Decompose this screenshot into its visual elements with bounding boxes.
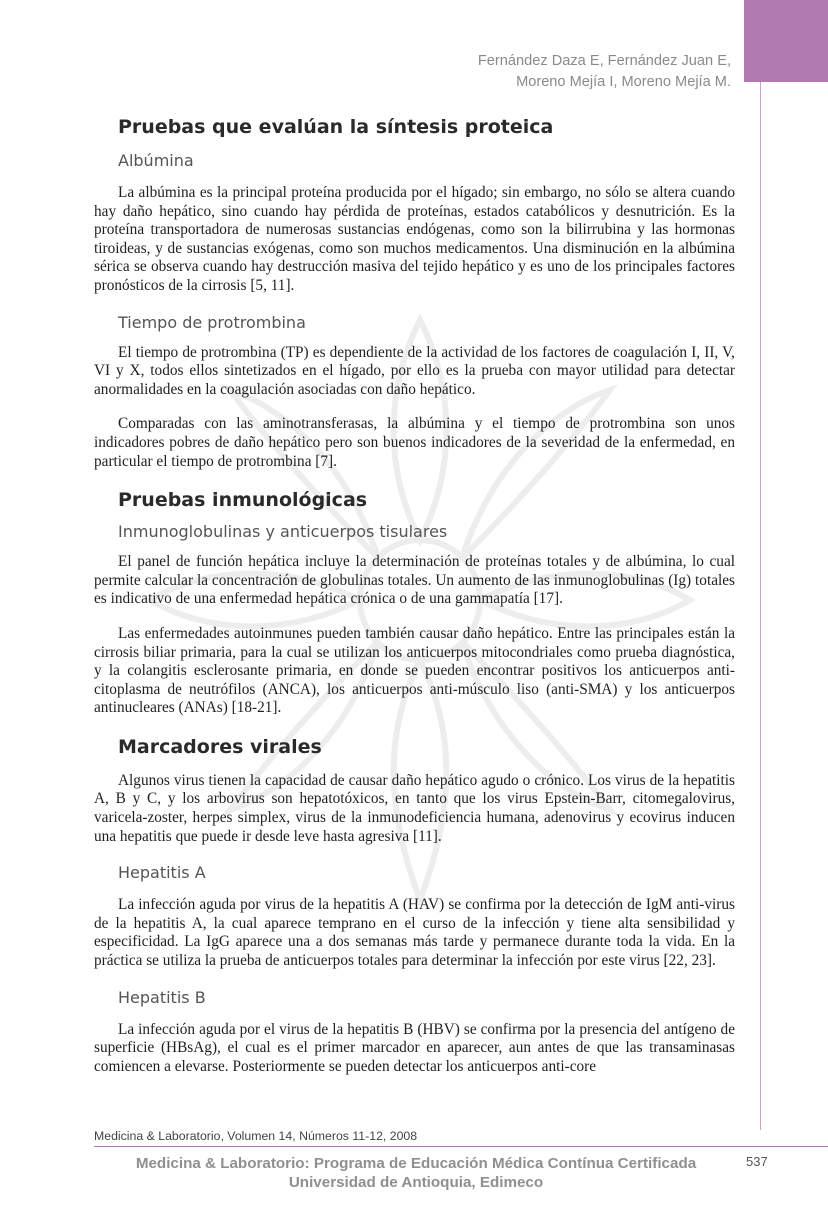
- section-heading: Pruebas inmunológicas: [118, 489, 368, 512]
- subsection-heading: Inmunoglobulinas y anticuerpos tisulares: [118, 522, 448, 542]
- subsection-heading: Hepatitis A: [118, 863, 206, 883]
- subsection-heading: Albúmina: [118, 151, 194, 170]
- program-line: Universidad de Antioquia, Edimeco: [288, 1174, 544, 1191]
- right-margin-rule: [760, 82, 761, 1130]
- subsection-heading: Hepatitis B: [118, 987, 206, 1007]
- program-line: Medicina & Laboratorio: Programa de Educación Médica Contínua Certificada: [135, 1155, 697, 1172]
- article-body: [94, 112, 735, 1076]
- section-heading: Marcadores virales: [118, 735, 322, 758]
- paragraph: La infección aguda por virus de la hepatitis A (HAV) se confirma por la detección de IgM anti-virus de la hepatitis A, la cual aparece temprano en el curso de la infección y tiene alta sensibilidad y especificidad. La IgG aparece una a dos semanas más tarde y permanece durante toda la vida. En la práctica se utiliza la prueba de anticuerpos totales para determinar la infección por este virus [22, 23].: [94, 896, 735, 970]
- section-heading: Pruebas que evalúan la síntesis proteica: [118, 116, 554, 138]
- corner-color-tab: [744, 0, 828, 82]
- paragraph: Comparadas con las aminotransferasas, la albúmina y el tiempo de protrombina son unos indicadores pobres de daño hepático pero son buenos indicadores de la severidad de la enfermedad, en particular el tiempo de protrombina [7].: [94, 415, 735, 470]
- footer-divider: [94, 1146, 828, 1147]
- paragraph: El panel de función hepática incluye la determinación de proteínas totales y de albúmina, lo cual permite calcular la concentración de globulinas totales. Un aumento de las inmunoglobulinas (Ig) totales es indicativo de una enfermedad hepática crónica o de una gammapatía [17].: [94, 553, 735, 608]
- paragraph: La infección aguda por el virus de la hepatitis B (HBV) se confirma por la presencia del antígeno de superficie (HBsAg), el cual es el primer marcador en aparecer, aun antes de que las transaminasas comiencen a elevarse. Posteriormente se pueden detectar los anticuerpos anti-core: [94, 1020, 735, 1075]
- subsection-heading: Tiempo de protrombina: [118, 312, 306, 332]
- paragraph: La albúmina es la principal proteína producida por el hígado; sin embargo, no sólo se altera cuando hay daño hepático, sino cuando hay pérdida de proteínas, estados catabólicos y desnutrición. Es la proteína transportadora de numerosas sustancias endógenas, como son la bilirrubina y las hormonas tiroideas, y de sustancias exógenas, como son muchos medicamentos. Una disminución en la albúmina sérica se observa cuando hay destrucción masiva del tejido hepático y es uno de los principales factores pronósticos de la cirrosis [5, 11].: [94, 184, 735, 294]
- authors-line: Moreno Mejía I, Moreno Mejía M.: [516, 74, 731, 90]
- page-number: 537: [746, 1154, 768, 1169]
- paragraph: Algunos virus tienen la capacidad de causar daño hepático agudo o crónico. Los virus de la hepatitis A, B y C, y los arbovirus son hepatotóxicos, en tanto que los virus Epstein-Barr, citomegalovirus, varicela-zoster, herpes simplex, virus de la inmunodeficiencia humana, adenovirus y ecovirus inducen una hepatitis que puede ir desde leve hasta agresiva [11].: [94, 771, 735, 845]
- paragraph: Las enfermedades autoinmunes pueden también causar daño hepático. Entre las principales están la cirrosis biliar primaria, para la cual se utilizan los anticuerpos mitocondriales como prueba diagnóstica, y la colangitis esclerosante primaria, en donde se pueden encontrar positivos los anticuerpos anti-citoplasma de neutrófilos (ANCA), los anticuerpos anti-músculo liso (anti-SMA) y los anticuerpos antinucleares (ANAs) [18-21].: [94, 624, 735, 717]
- paragraph: El tiempo de protrombina (TP) es dependiente de la actividad de los factores de coagulación I, II, V, VI y X, todos ellos sintetizados en el hígado, por ello es la prueba con mayor utilidad para detectar anormalidades en la coagulación asociadas con daño hepático.: [94, 343, 735, 398]
- author-header: [478, 51, 731, 93]
- program-banner: [88, 1154, 744, 1192]
- journal-citation: Medicina & Laboratorio, Volumen 14, Números 11-12, 2008: [94, 1129, 418, 1143]
- authors-line: Fernández Daza E, Fernández Juan E,: [477, 53, 731, 69]
